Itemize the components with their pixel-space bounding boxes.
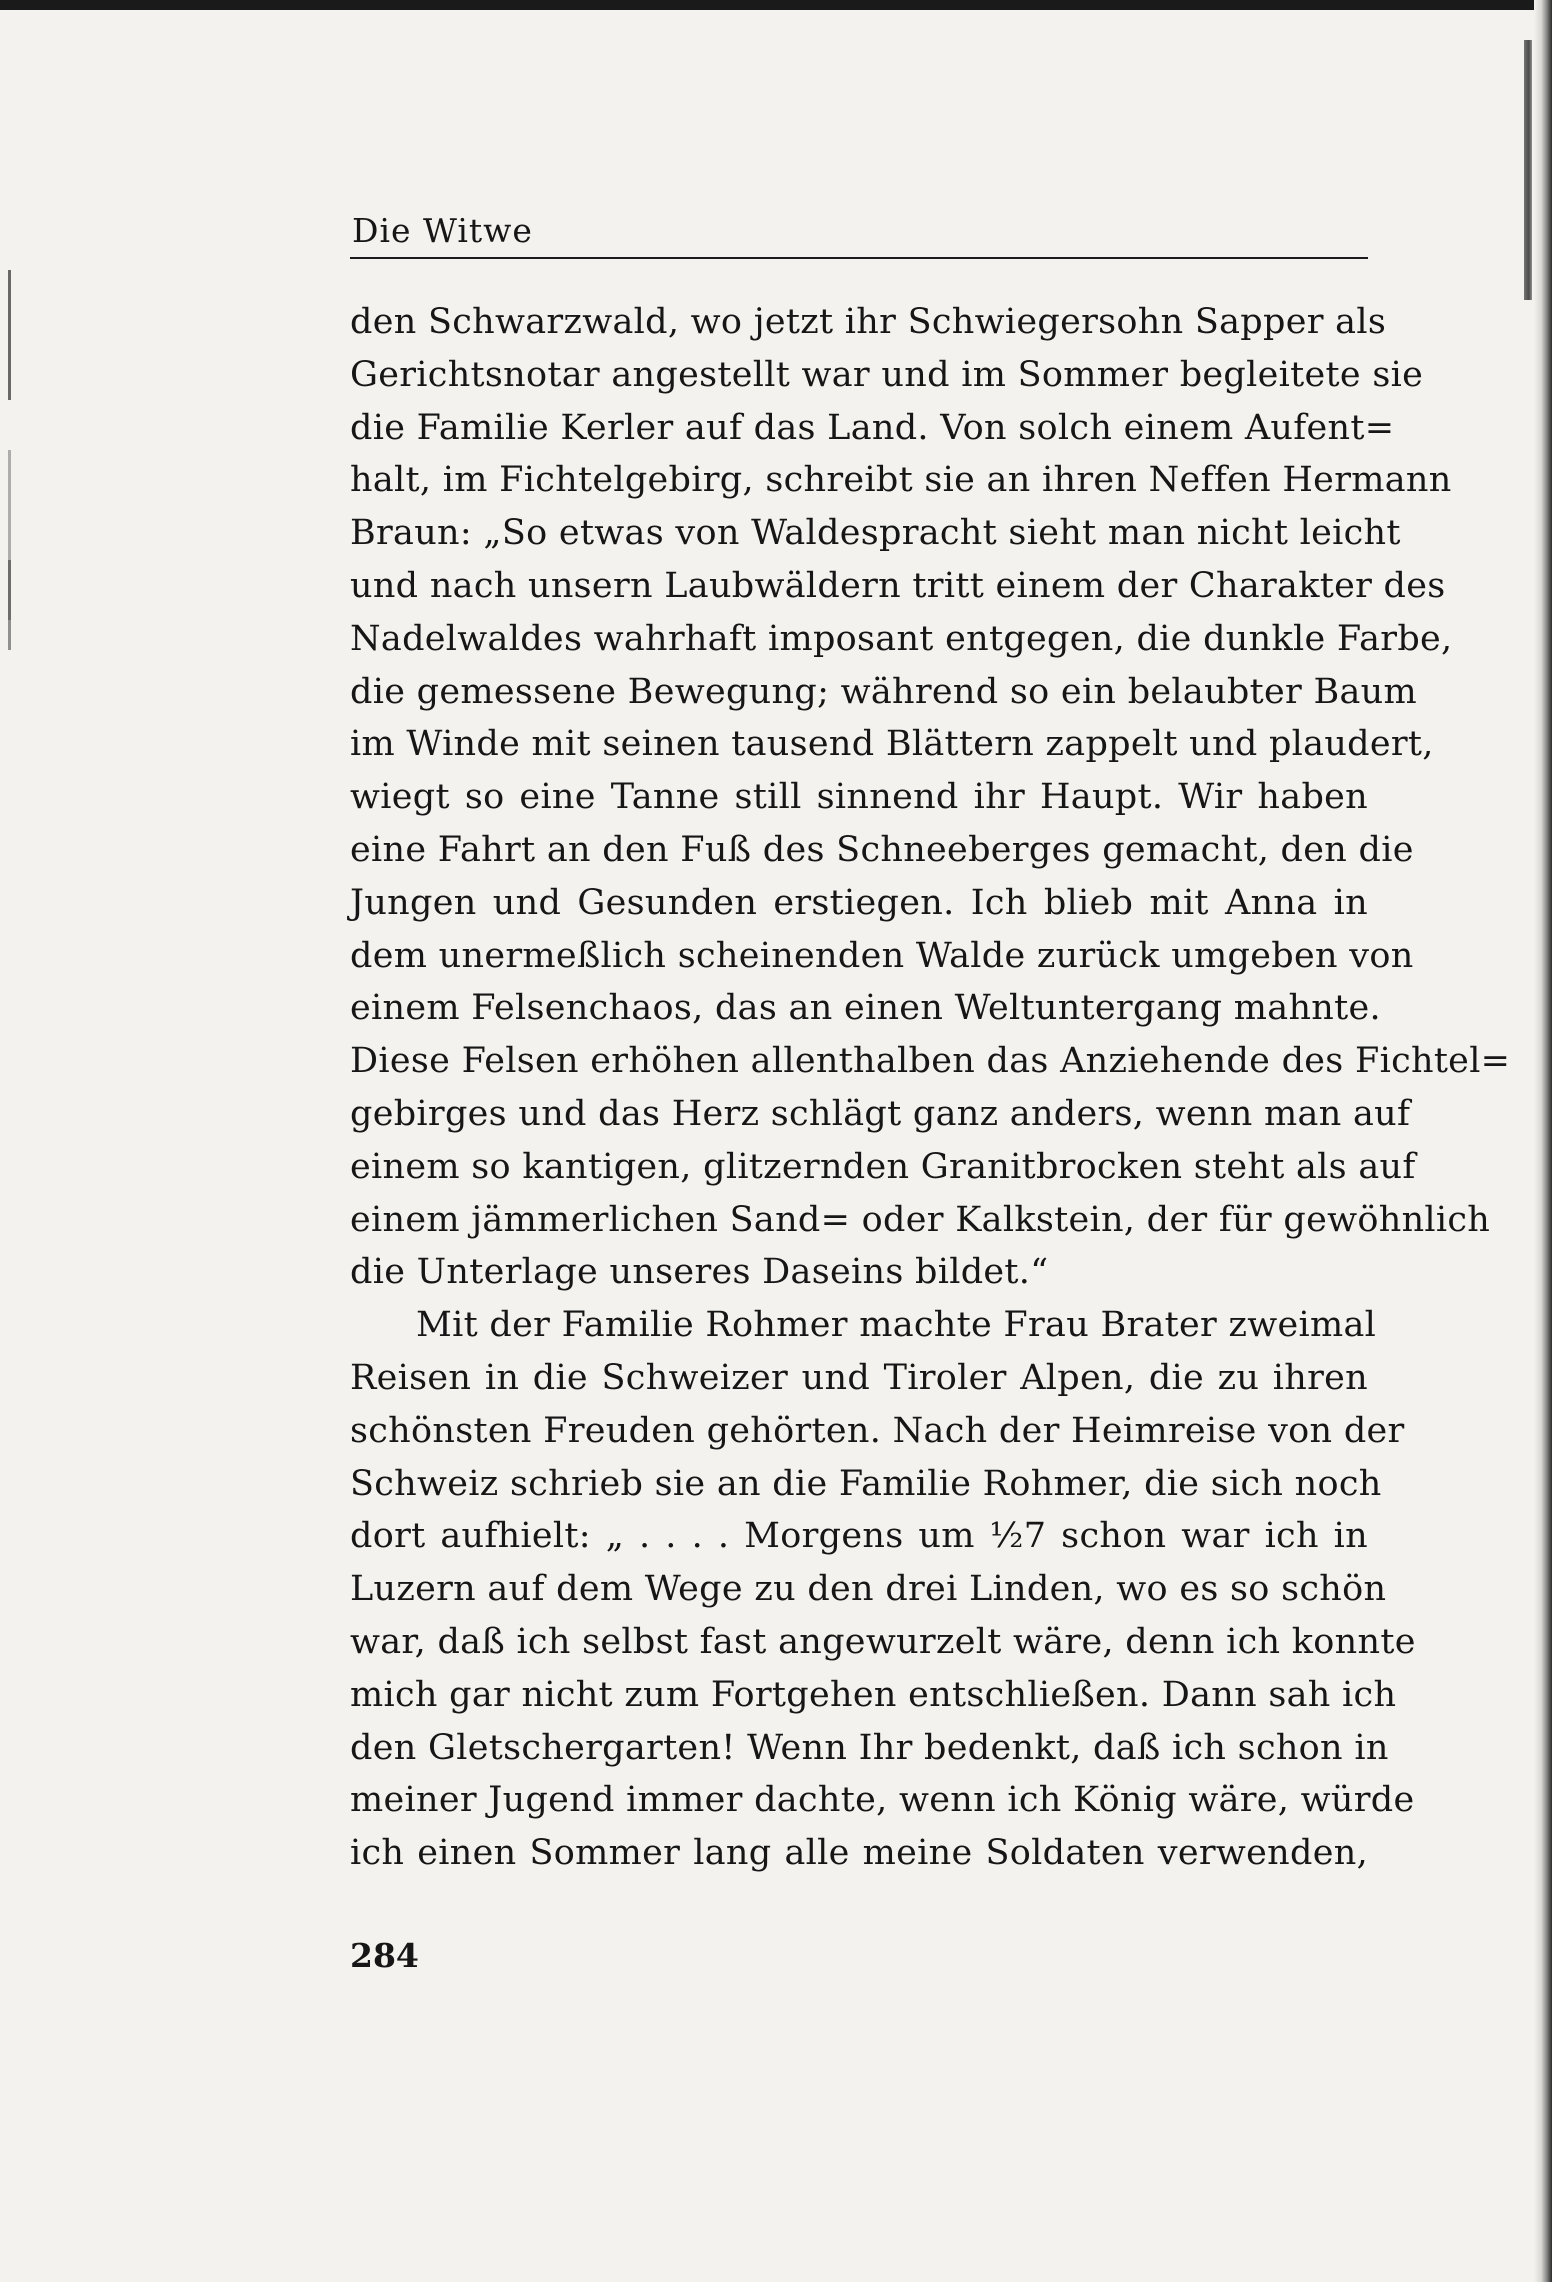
text-line: Mit der Familie Rohmer machte Frau Brater zweimal: [416, 1305, 1377, 1346]
text-line: die Unterlage unseres Daseins bildet.“: [350, 1252, 1049, 1293]
text-line: wiegt so eine Tanne still sinnend ihr Haupt. Wir haben: [350, 777, 1368, 818]
text-line: dort aufhielt: „ . . . . Morgens um ½7 schon war ich in: [350, 1516, 1368, 1557]
scan-binding-shadow: [1524, 40, 1532, 300]
text-line: war, daß ich selbst fast angewurzelt wäre, denn ich konnte: [350, 1621, 1416, 1662]
text-line: Luzern auf dem Wege zu den drei Linden, wo es so schön: [350, 1569, 1387, 1610]
text-line: Schweiz schrieb sie an die Familie Rohmer, die sich noch: [350, 1463, 1382, 1504]
text-line: einem jämmerlichen Sand= oder Kalkstein, der für gewöhnlich: [350, 1199, 1491, 1240]
scan-top-border: [0, 0, 1552, 10]
text-line: eine Fahrt an den Fuß des Schneeberges gemacht, den die: [350, 829, 1414, 870]
text-line: einem so kantigen, glitzernden Granitbrocken steht als auf: [350, 1146, 1416, 1187]
page-number: 284: [350, 1936, 419, 1975]
text-line: ich einen Sommer lang alle meine Soldaten verwenden,: [350, 1833, 1368, 1874]
scan-left-mark: [8, 270, 11, 400]
scan-left-mark: [8, 560, 11, 650]
text-line: die gemessene Bewegung; während so ein belaubter Baum: [350, 671, 1417, 712]
text-line: den Gletschergarten! Wenn Ihr bedenkt, daß ich schon in: [350, 1727, 1389, 1768]
text-line: im Winde mit seinen tausend Blättern zappelt und plaudert,: [350, 724, 1434, 765]
text-line: halt, im Fichtelgebirg, schreibt sie an ihren Neffen Hermann: [350, 460, 1452, 501]
body-text: [350, 296, 1511, 1880]
text-line: einem Felsenchaos, das an einen Weltuntergang mahnte.: [350, 988, 1381, 1029]
text-line: und nach unsern Laubwäldern tritt einem der Charakter des: [350, 565, 1446, 606]
text-line: Gerichtsnotar angestellt war und im Sommer begleitete sie: [350, 354, 1424, 395]
text-line: Braun: „So etwas von Waldespracht sieht man nicht leicht: [350, 513, 1401, 554]
scan-right-edge: [1534, 0, 1552, 2282]
text-line: Jungen und Gesunden erstiegen. Ich blieb mit Anna in: [350, 882, 1368, 923]
text-line: dem unermeßlich scheinenden Walde zurück umgeben von: [350, 935, 1414, 976]
text-line: meiner Jugend immer dachte, wenn ich König wäre, würde: [350, 1780, 1415, 1821]
text-line: gebirges und das Herz schlägt ganz anders, wenn man auf: [350, 1093, 1411, 1134]
text-line: mich gar nicht zum Fortgehen entschließen. Dann sah ich: [350, 1674, 1397, 1715]
running-title: Die Witwe: [352, 211, 533, 250]
page-header: [350, 205, 1368, 259]
text-line: die Familie Kerler auf das Land. Von solch einem Aufent=: [350, 407, 1395, 448]
text-line: Diese Felsen erhöhen allenthalben das Anziehende des Fichtel=: [350, 1041, 1511, 1082]
text-line: schönsten Freuden gehörten. Nach der Heimreise von der: [350, 1410, 1405, 1451]
text-line: Nadelwaldes wahrhaft imposant entgegen, die dunkle Farbe,: [350, 618, 1453, 659]
text-line: Reisen in die Schweizer und Tiroler Alpen, die zu ihren: [350, 1357, 1368, 1398]
text-line: den Schwarzwald, wo jetzt ihr Schwiegersohn Sapper als: [350, 302, 1387, 342]
